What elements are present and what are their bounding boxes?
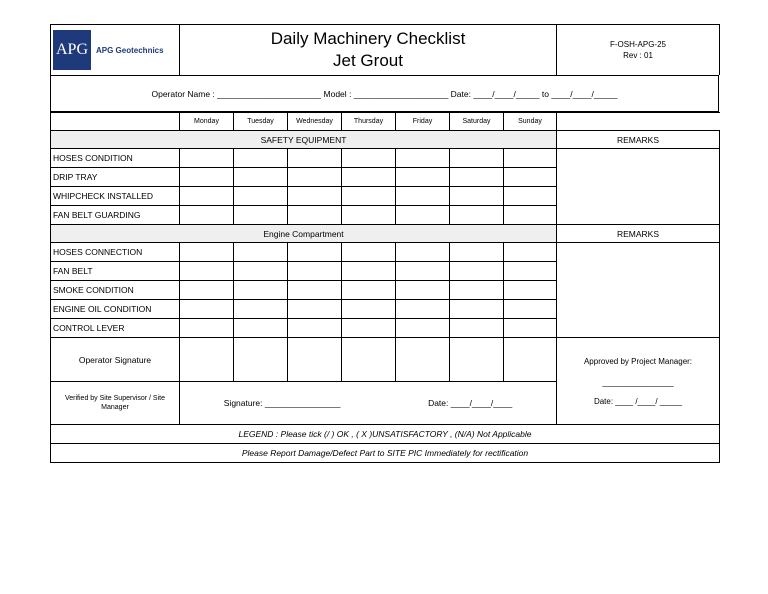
daily-check-cell[interactable] [234,206,288,225]
daily-check-cell[interactable] [288,281,342,300]
daily-check-cell[interactable] [288,262,342,281]
daily-check-cell[interactable] [288,300,342,319]
daily-check-cell[interactable] [180,243,234,262]
daily-check-cell[interactable] [504,149,557,168]
legend-text: LEGEND : Please tick (/ ) OK , ( X )UNSATISFACTORY , (N/A) Not Applicable [51,425,720,444]
operator-signature-label: Operator Signature [51,338,180,382]
daily-check-cell[interactable] [396,187,450,206]
daily-check-cell[interactable] [504,187,557,206]
section1-title: SAFETY EQUIPMENT [51,131,557,149]
approval-date[interactable]: Date: ____ /____/ _____ [593,396,683,406]
header-table [50,24,720,75]
section2-remarks-header: REMARKS [557,225,720,243]
daily-check-cell[interactable] [234,319,288,338]
day-header-monday: Monday [180,113,234,131]
daily-check-cell[interactable] [342,206,396,225]
operator-signature-cell[interactable] [234,338,288,382]
daily-check-cell[interactable] [450,243,504,262]
daily-check-cell[interactable] [450,206,504,225]
checklist-item-label: ENGINE OIL CONDITION [51,300,180,319]
operator-signature-cell[interactable] [396,338,450,382]
checklist-form [50,24,719,463]
day-header-sunday: Sunday [504,113,557,131]
checklist-item-label: HOSES CONDITION [51,149,180,168]
daily-check-cell[interactable] [504,168,557,187]
checklist-item-label: HOSES CONNECTION [51,243,180,262]
daily-check-cell[interactable] [450,187,504,206]
daily-check-cell[interactable] [450,168,504,187]
checklist-item-label: SMOKE CONDITION [51,281,180,300]
daily-check-cell[interactable] [342,168,396,187]
daily-check-cell[interactable] [180,187,234,206]
daily-check-cell[interactable] [180,300,234,319]
operator-signature-cell[interactable] [450,338,504,382]
daily-check-cell[interactable] [450,300,504,319]
supervisor-signature-field[interactable]: Signature: ________________ [223,398,341,408]
daily-check-cell[interactable] [396,168,450,187]
daily-check-cell[interactable] [342,281,396,300]
approval-block[interactable] [557,338,720,425]
daily-check-cell[interactable] [504,319,557,338]
apg-logo-mark: APG [53,30,91,70]
logo-cell [51,25,180,76]
daily-check-cell[interactable] [234,243,288,262]
daily-check-cell[interactable] [450,281,504,300]
daily-check-cell[interactable] [396,206,450,225]
daily-check-cell[interactable] [234,262,288,281]
section2-title: Engine Compartment [51,225,557,243]
day-header-saturday: Saturday [450,113,504,131]
company-name: APG Geotechnics [96,45,164,55]
daily-check-cell[interactable] [288,319,342,338]
form-title [180,25,557,76]
day-header-wednesday: Wednesday [288,113,342,131]
daily-check-cell[interactable] [288,149,342,168]
checklist-item-label: FAN BELT GUARDING [51,206,180,225]
daily-check-cell[interactable] [450,149,504,168]
daily-check-cell[interactable] [450,319,504,338]
daily-check-cell[interactable] [396,319,450,338]
daily-check-cell[interactable] [396,300,450,319]
daily-check-cell[interactable] [180,206,234,225]
daily-check-cell[interactable] [504,206,557,225]
document-code [557,25,720,76]
daily-check-cell[interactable] [342,149,396,168]
operator-signature-cell[interactable] [504,338,557,382]
supervisor-date-field[interactable]: Date: ____/____/____ [428,398,513,408]
daily-check-cell[interactable] [342,300,396,319]
daily-check-cell[interactable] [288,243,342,262]
title-line2: Jet Grout [333,51,403,70]
operator-info-line[interactable]: Operator Name : ______________________ Model : ____________________ Date: ____/____/_____ to ____/____/_____ [51,76,719,112]
title-line1: Daily Machinery Checklist [270,29,466,48]
daily-check-cell[interactable] [396,262,450,281]
section1-remarks-box[interactable] [557,149,720,225]
day-header-tuesday: Tuesday [234,113,288,131]
daily-check-cell[interactable] [450,262,504,281]
daily-check-cell[interactable] [180,149,234,168]
daily-check-cell[interactable] [180,281,234,300]
daily-check-cell[interactable] [396,281,450,300]
daily-check-cell[interactable] [180,168,234,187]
info-table [50,75,719,112]
approval-signature-line[interactable]: ________________ [602,377,674,387]
daily-check-cell[interactable] [234,149,288,168]
daily-check-cell[interactable] [342,262,396,281]
daily-check-cell[interactable] [234,187,288,206]
operator-signature-cell[interactable] [342,338,396,382]
report-instruction: Please Report Damage/Defect Part to SITE PIC Immediately for rectification [51,444,720,463]
daily-check-cell[interactable] [234,168,288,187]
verified-by-label: Verified by Site Supervisor / Site Manager [51,382,180,425]
daily-check-cell[interactable] [288,187,342,206]
daily-check-cell[interactable] [288,168,342,187]
checklist-item-label: FAN BELT [51,262,180,281]
daily-check-cell[interactable] [396,243,450,262]
company-logo [51,30,179,70]
verification-line [180,398,556,408]
daily-check-cell[interactable] [180,262,234,281]
day-header-spacer [51,113,180,131]
verification-fields[interactable] [180,382,557,425]
daily-check-cell[interactable] [504,281,557,300]
daily-check-cell[interactable] [180,319,234,338]
daily-check-cell[interactable] [342,319,396,338]
daily-check-cell[interactable] [504,300,557,319]
operator-signature-cell[interactable] [180,338,234,382]
daily-check-cell[interactable] [504,243,557,262]
checklist-item-label: DRIP TRAY [51,168,180,187]
section1-remarks-header: REMARKS [557,131,720,149]
daily-check-cell[interactable] [234,281,288,300]
daily-check-cell[interactable] [342,243,396,262]
checklist-item-label: CONTROL LEVER [51,319,180,338]
operator-signature-cell[interactable] [288,338,342,382]
daily-check-cell[interactable] [396,149,450,168]
day-header-friday: Friday [396,113,450,131]
daily-check-cell[interactable] [342,187,396,206]
doc-revision: Rev : 01 [623,51,653,60]
daily-check-cell[interactable] [504,262,557,281]
day-header-blank [557,113,720,131]
daily-check-cell[interactable] [234,300,288,319]
checklist-item-label: WHIPCHECK INSTALLED [51,187,180,206]
day-header-thursday: Thursday [342,113,396,131]
approved-by-label: Approved by Project Manager: [583,356,693,366]
section2-remarks-box[interactable] [557,243,720,338]
daily-check-cell[interactable] [288,206,342,225]
checklist-table [50,112,720,463]
doc-code: F-OSH-APG-25 [609,40,666,49]
